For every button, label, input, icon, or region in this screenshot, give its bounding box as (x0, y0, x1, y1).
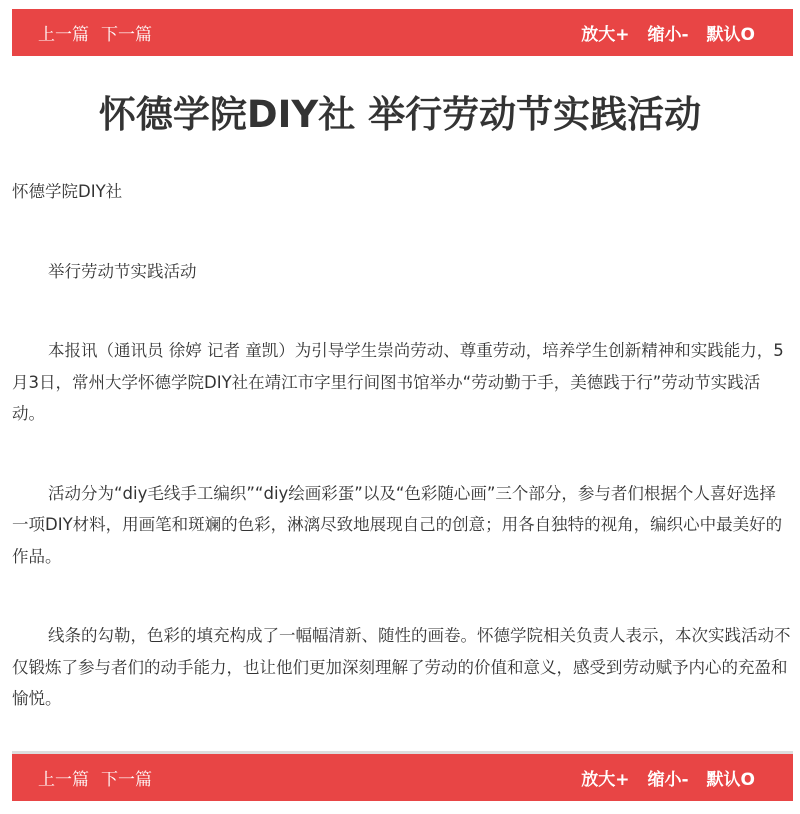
prev-article-link-bottom[interactable]: 上一篇 (38, 770, 89, 790)
bottom-toolbar (12, 754, 793, 801)
paragraph-3: 线条的勾勒，色彩的填充构成了一幅幅清新、随性的画卷。怀德学院相关负责人表示，本次实践活动不仅锻炼了参与者们的动手能力，也让他们更加深刻理解了劳动的价值和意义，感受到劳动赋予内心的充盈和愉悦。 (12, 626, 791, 708)
sub-title-line: 举行劳动节实践活动 (48, 261, 197, 281)
zoom-in-button[interactable]: 放大+ (581, 25, 630, 45)
next-article-link-bottom[interactable]: 下一篇 (101, 770, 152, 790)
prev-article-link[interactable]: 上一篇 (38, 25, 89, 45)
next-article-link[interactable]: 下一篇 (101, 25, 152, 45)
article-body (12, 176, 792, 715)
zoom-out-button-bottom[interactable]: 缩小- (647, 770, 689, 790)
default-size-button-bottom[interactable]: 默认O (706, 770, 755, 790)
font-size-controls (563, 9, 755, 56)
article-nav-bottom (38, 754, 164, 801)
zoom-in-button-bottom[interactable]: 放大+ (581, 770, 630, 790)
paragraph-2: 活动分为“diy毛线手工编织”“diy绘画彩蛋”以及“色彩随心画”三个部分，参与者们根据个人喜好选择一项DIY材料，用画笔和斑斓的色彩，淋漓尽致地展现自己的创意；用各自独特的视角，编织心中最美好的作品。 (12, 483, 783, 566)
default-size-button[interactable]: 默认O (706, 25, 755, 45)
zoom-out-button[interactable]: 缩小- (647, 25, 689, 45)
article-nav (38, 9, 164, 56)
org-line: 怀德学院DIY社 (12, 182, 123, 201)
top-toolbar (12, 9, 793, 56)
paragraph-1: 本报讯（通讯员 徐婷 记者 童凯）为引导学生崇尚劳动、尊重劳动，培养学生创新精神和实践能力，5月3日，常州大学怀德学院DIY社在靖江市字里行间图书馆举办“劳动勤于手，美德践于行”劳动节实践活动。 (12, 341, 784, 423)
font-size-controls-bottom (563, 754, 755, 801)
article-title: 怀德学院DIY社 举行劳动节实践活动 (98, 93, 702, 136)
